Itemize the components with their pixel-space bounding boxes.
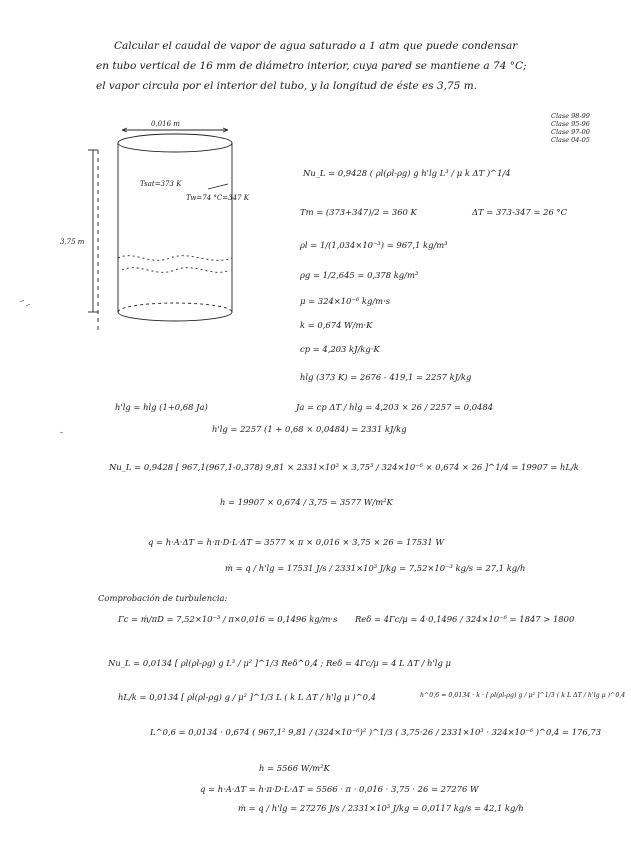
eq-nu-laminar: Nu_L = 0,9428 ( ρl(ρl-ρg) g h'lg L³ / μ k ΔT )^1/4 — [303, 168, 511, 178]
problem-line-3: el vapor circula por el interior del tubo, y la longitud de éste es 3,75 m. — [96, 80, 477, 92]
figure-tsat-label: Tsat=373 K — [140, 180, 182, 188]
eq-h-power: h^0,6 = 0,0134 · k · [ ρl(ρl-ρg) g / μ² ]^1/3 ( k L ΔT / h'lg μ )^0,4 — [420, 692, 626, 699]
eq-hlg: hlg (373 K) = 2676 - 419,1 = 2257 kJ/kg — [300, 372, 472, 382]
eq-h-value: h = 19907 × 0,674 / 3,75 = 3577 W/m²K — [220, 497, 393, 507]
turbulence-title: Comprobación de turbulencia: — [98, 593, 228, 603]
problem-line-2: en tubo vertical de 16 mm de diámetro interior, cuya pared se mantiene a 74 °C; — [96, 60, 527, 72]
figure-diameter-label: 0,016 m — [151, 120, 180, 128]
margin-note-2: Clase 95-96 — [551, 120, 590, 128]
eq-mu: μ = 324×10⁻⁶ kg/m·s — [300, 296, 391, 306]
problem-line-1: Calcular el caudal de vapor de agua saturado a 1 atm que puede condensar — [114, 40, 518, 52]
eq-delta-t: ΔT = 373-347 = 26 °C — [472, 207, 568, 217]
eq-cp: cp = 4,203 kJ/kg·K — [300, 344, 380, 354]
eq-m-value: ṁ = q / h'lg = 17531 J/s / 2331×10³ J/kg = 7,52×10⁻³ kg/s = 27,1 kg/h — [225, 563, 526, 573]
eq-h-turbulent: h = 5566 W/m²K — [259, 763, 330, 773]
eq-jakob: Ja = cp ΔT / hlg = 4,203 × 26 / 2257 = 0,0484 — [296, 402, 494, 412]
margin-note-4: Clase 04-05 — [551, 136, 590, 144]
figure-twall-label: Tw=74 °C=347 K — [186, 194, 249, 202]
eq-hl-over-k: hL/k = 0,0134 [ ρl(ρl-ρg) g / μ² ]^1/3 L ( k L ΔT / h'lg μ )^0,4 — [118, 692, 377, 702]
eq-reynolds: Reδ = 4Γc/μ = 4·0,1496 / 324×10⁻⁶ = 1847 > 1800 — [355, 614, 575, 624]
eq-nu-turbulent: Nu_L = 0,0134 [ ρl(ρl-ρg) g L³ / μ² ]^1/3 Reδ^0,4 ; Reδ = 4Γc/μ = 4 L ΔT / h'lg μ — [108, 658, 451, 668]
eq-hlg-value: h'lg = 2257 (1 + 0,68 × 0,0484) = 2331 kJ/kg — [212, 424, 407, 434]
figure-length-label: 3,75 m — [60, 238, 85, 246]
eq-rho-g: ρg = 1/2,645 = 0,378 kg/m³ — [300, 270, 419, 280]
eq-rho-l: ρl = 1/(1,034×10⁻³) = 967,1 kg/m³ — [300, 240, 448, 250]
eq-q-value: q = h·A·ΔT = h·π·D·L·ΔT = 3577 × π × 0,016 × 3,75 × 26 = 17531 W — [148, 537, 444, 547]
eq-m-turbulent: ṁ = q / h'lg = 27276 J/s / 2331×10³ J/kg = 0,0117 kg/s = 42,1 kg/h — [238, 803, 524, 813]
eq-q-turbulent: q = h·A·ΔT = h·π·D·L·ΔT = 5566 · π · 0,016 · 3,75 · 26 = 27276 W — [200, 784, 479, 794]
eq-gamma: Γc = ṁ/πD = 7,52×10⁻³ / π×0,016 = 0,1496 kg/m·s — [118, 614, 338, 624]
eq-mean-temperature: Tm = (373+347)/2 = 360 K — [300, 207, 417, 217]
eq-hlg-modified: h'lg = hlg (1+0,68 Ja) — [115, 402, 208, 412]
eq-l-value: L^0,6 = 0,0134 · 0,674 ( 967,1² 9,81 / (324×10⁻⁶)² )^1/3 ( 3,75·26 / 2331×10³ · 324×10⁻⁶ )^0,4 = 176,73 — [150, 727, 602, 737]
eq-nu-calculation: Nu_L = 0,9428 [ 967,1(967,1-0,378) 9,81 × 2331×10³ × 3,75³ / 324×10⁻⁶ × 0,674 × 26 ]^1/4 = 19907 = hL/k — [109, 462, 579, 472]
eq-k: k = 0,674 W/m·K — [300, 320, 373, 330]
margin-note-3: Clase 97-00 — [551, 128, 590, 136]
margin-note-1: Clase 98-99 — [551, 112, 590, 120]
